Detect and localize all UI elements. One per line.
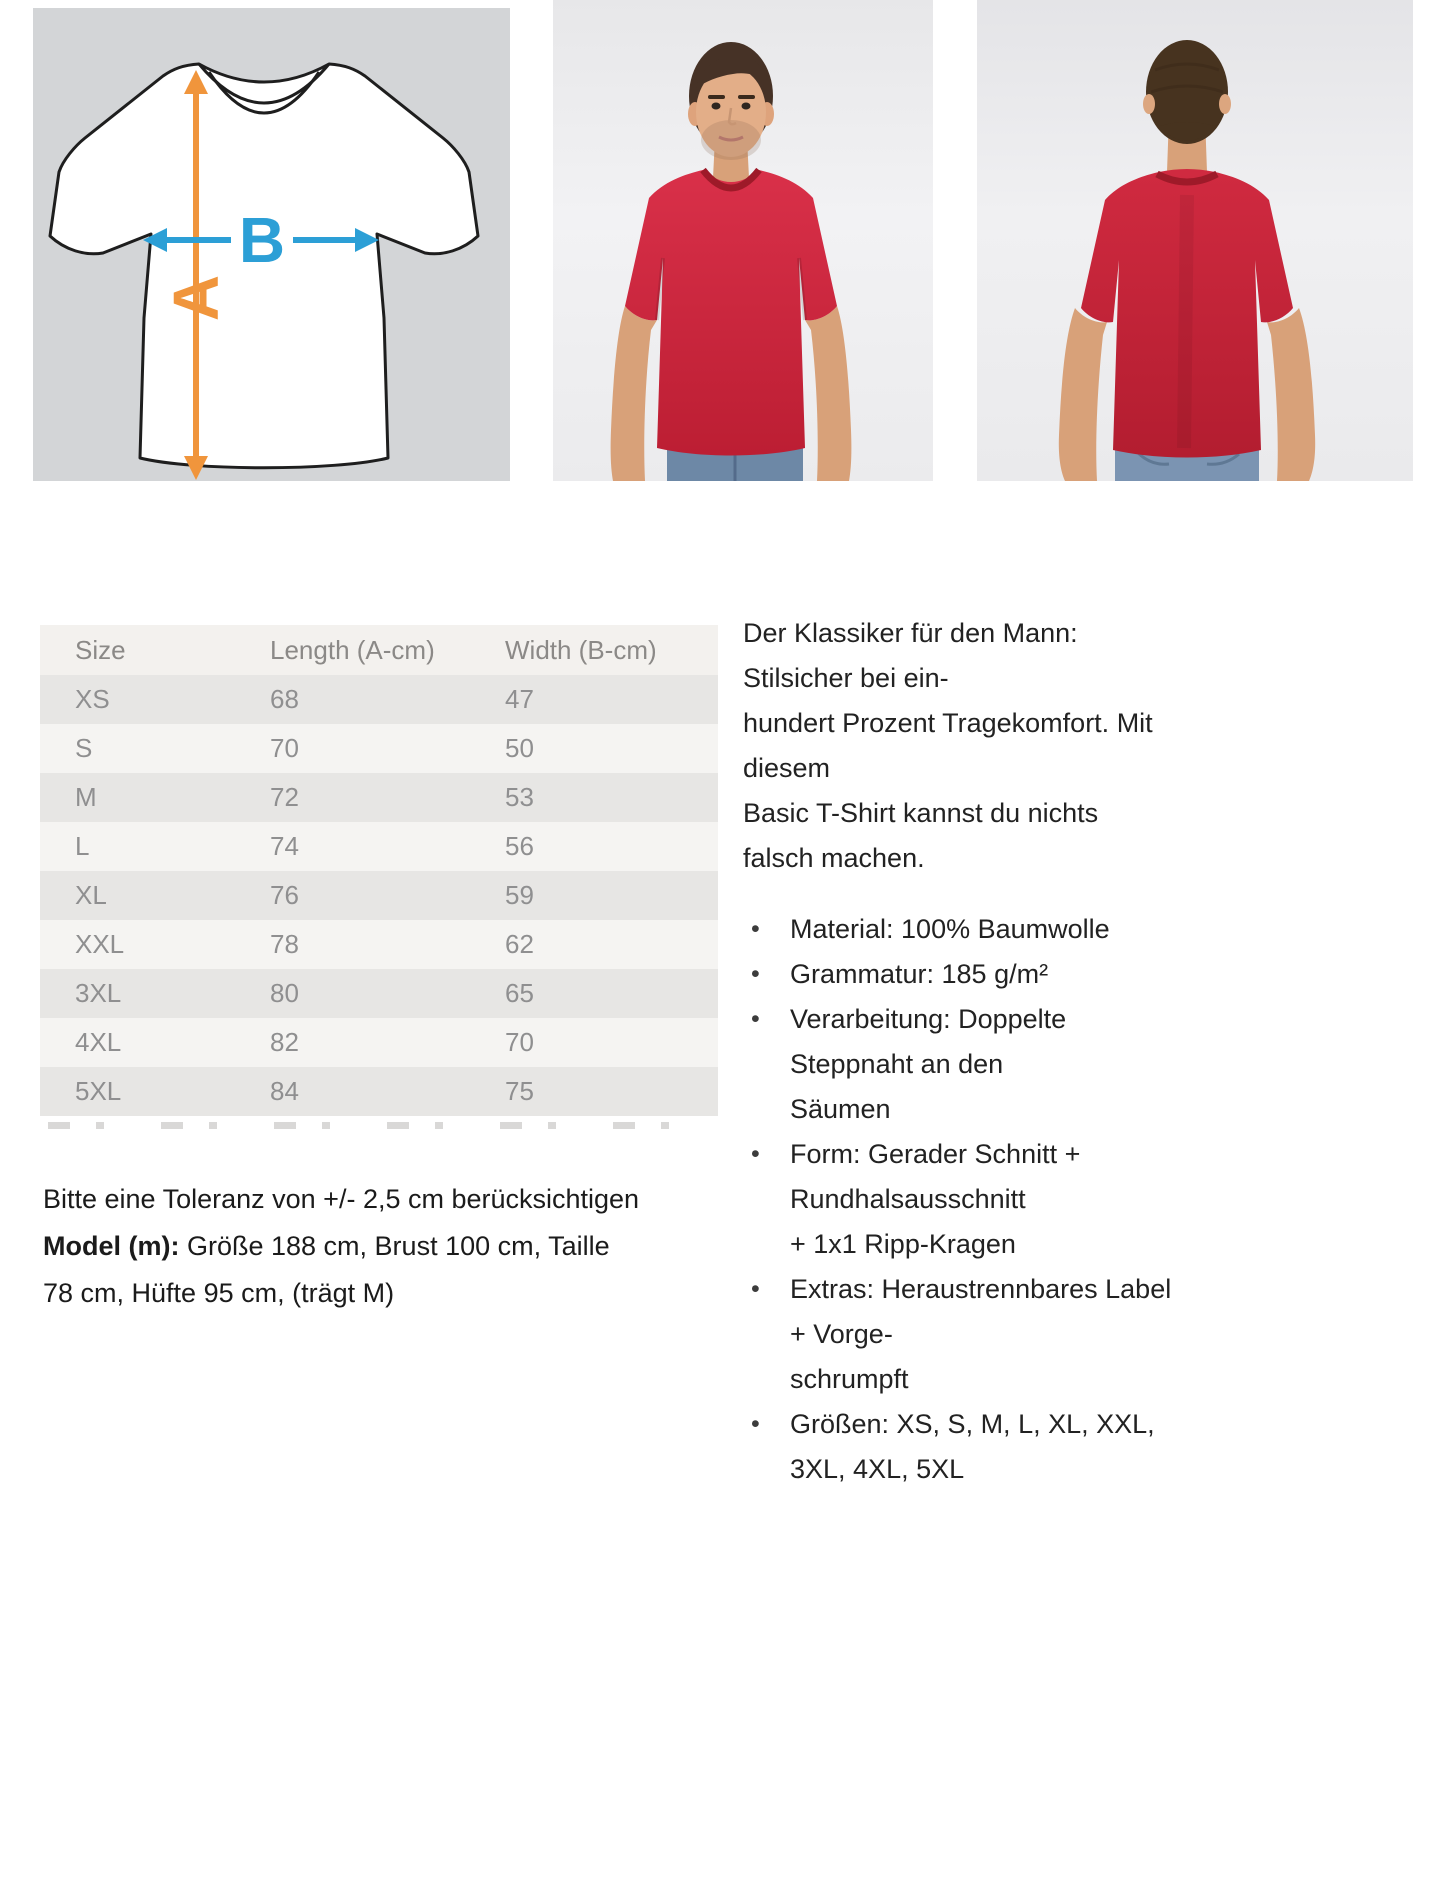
size-diagram-image: [33, 8, 510, 481]
feature-item: [743, 1267, 1173, 1402]
description-intro: [743, 611, 1173, 881]
tshirt-measure-diagram: [33, 8, 510, 481]
feature-line: Verarbeitung: Doppelte Steppnaht an den: [790, 1004, 1067, 1079]
feature-line: Extras: Heraustrennbares Label + Vorge-: [790, 1274, 1172, 1349]
size-table-cell: 5XL: [75, 1076, 122, 1106]
feature-item: [743, 952, 1173, 997]
size-table-cell: 84: [270, 1076, 299, 1106]
bullet-icon: •: [751, 1140, 760, 1168]
bullet-icon: •: [751, 1275, 760, 1303]
size-table-row: [40, 1018, 718, 1067]
bullet-icon: •: [751, 1005, 760, 1033]
model-info-label: Model (m):: [43, 1231, 180, 1261]
model-back-photo: [977, 0, 1413, 481]
feature-line: + 1x1 Ripp-Kragen: [790, 1229, 1016, 1259]
size-table-cell: 78: [270, 929, 299, 959]
size-table-row: [40, 675, 718, 724]
size-table-row: [40, 773, 718, 822]
model-back-illustration: [977, 0, 1413, 481]
size-table-cell: 72: [270, 782, 299, 812]
model-front-photo: [553, 0, 933, 481]
size-table-cell: 70: [505, 1027, 534, 1057]
size-table-header: [40, 625, 718, 675]
size-table-row: [40, 871, 718, 920]
feature-line: schrumpft: [790, 1364, 909, 1394]
size-table-cell: 47: [505, 684, 534, 714]
size-table-cell: XL: [75, 880, 107, 910]
size-table-cell: 68: [270, 684, 299, 714]
description-intro-line: Der Klassiker für den Mann: Stilsicher bei ein-: [743, 618, 1078, 693]
size-table-cell: 3XL: [75, 978, 122, 1008]
feature-item: [743, 1402, 1173, 1492]
description-intro-line: Basic T-Shirt kannst du nichts falsch machen.: [743, 798, 1099, 873]
size-table-row: [40, 920, 718, 969]
size-table-header-cell: Width (B-cm): [505, 635, 657, 665]
measure-label-a: A: [160, 274, 232, 322]
size-table-cell: 80: [270, 978, 299, 1008]
size-table-cell: 76: [270, 880, 299, 910]
size-table-header-cell: Length (A-cm): [270, 635, 435, 665]
feature-line: Größen: XS, S, M, L, XL, XXL, 3XL, 4XL, 5XL: [790, 1409, 1155, 1484]
size-table-row: [40, 1067, 718, 1116]
model-front-illustration: [553, 0, 933, 481]
size-table-cell: 59: [505, 880, 534, 910]
feature-line: Säumen: [790, 1094, 891, 1124]
measure-label-b: B: [238, 204, 286, 276]
size-table-cell: M: [75, 782, 97, 812]
model-info-text: Größe 188 cm, Brust 100 cm, Taille: [179, 1231, 610, 1261]
tolerance-note: Bitte eine Toleranz von +/- 2,5 cm berücksichtigen: [43, 1184, 640, 1214]
size-table-cell: 53: [505, 782, 534, 812]
size-table-cell: 62: [505, 929, 534, 959]
size-table-row: [40, 822, 718, 871]
feature-item: [743, 1132, 1173, 1267]
size-table-cell: 70: [270, 733, 299, 763]
size-table-body: [40, 675, 718, 1116]
feature-line: Form: Gerader Schnitt + Rundhalsausschnitt: [790, 1139, 1081, 1214]
bullet-icon: •: [751, 1410, 760, 1438]
size-table-cell: XS: [75, 684, 110, 714]
feature-line: Material: 100% Baumwolle: [790, 914, 1110, 944]
bullet-icon: •: [751, 960, 760, 988]
feature-line: Grammatur: 185 g/m²: [790, 959, 1049, 989]
size-table-cell: 82: [270, 1027, 299, 1057]
description-intro-line: hundert Prozent Tragekomfort. Mit diesem: [743, 708, 1153, 783]
size-table-cell: 4XL: [75, 1027, 122, 1057]
footnote: [43, 1176, 653, 1317]
size-table-cell: 75: [505, 1076, 534, 1106]
bullet-icon: •: [751, 915, 760, 943]
size-table-cell: 50: [505, 733, 534, 763]
product-description: [743, 611, 1173, 1492]
feature-item: [743, 907, 1173, 952]
clipped-table-row: [40, 1122, 718, 1134]
size-table-header-cell: Size: [75, 635, 126, 665]
size-table-cell: 74: [270, 831, 299, 861]
feature-list: [743, 907, 1173, 1492]
size-table-cell: 65: [505, 978, 534, 1008]
size-table-row: [40, 969, 718, 1018]
model-info-line-2: 78 cm, Hüfte 95 cm, (trägt M): [43, 1278, 395, 1308]
size-table: [40, 625, 718, 1116]
size-table-cell: S: [75, 733, 93, 763]
feature-item: [743, 997, 1173, 1132]
size-table-row: [40, 724, 718, 773]
size-table-cell: 56: [505, 831, 534, 861]
size-table-cell: L: [75, 831, 90, 861]
model-info-line-1: [43, 1223, 653, 1270]
size-table-cell: XXL: [75, 929, 125, 959]
